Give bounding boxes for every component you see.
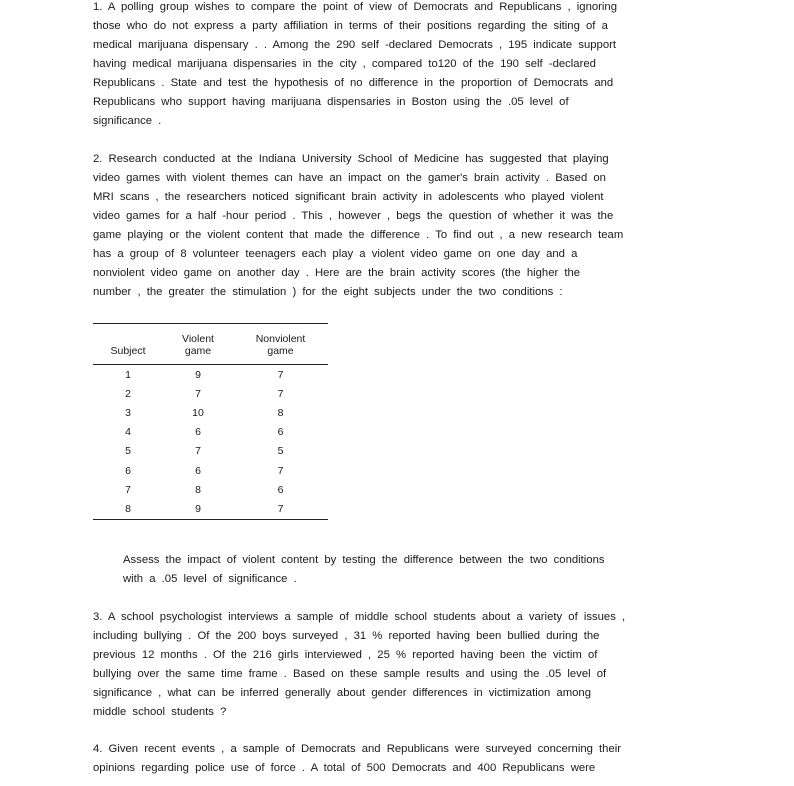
text-line: bullying over the same time frame . Based on these sample results and using the .05 level of (93, 668, 607, 680)
text-line: 2. Research conducted at the Indiana University School of Medicine has suggested that playing (93, 153, 609, 165)
text-line: opinions regarding police use of force . A total of 500 Democrats and 400 Republicans were (93, 762, 596, 774)
violent-cell: 8 (195, 483, 201, 496)
text-line: video games with violent themes can have an impact on the gamer's brain activity . Based on (93, 172, 606, 184)
violent-cell: 6 (195, 464, 201, 477)
assess-instruction (123, 551, 703, 589)
text-line: significance . (93, 115, 162, 127)
question-2 (93, 150, 696, 302)
nonviolent-cell: 6 (277, 483, 284, 496)
nonviolent-header-top: Nonviolent (233, 324, 328, 346)
subject-cell: 4 (125, 426, 131, 439)
subject-cell: 2 (125, 387, 131, 400)
nonviolent-cell: 6 (277, 426, 284, 439)
subject-cell: 7 (125, 483, 131, 496)
text-line: those who do not express a party affiliation in terms of their positions regarding the siting of a (93, 20, 608, 32)
text-line: significance , what can be inferred generally about gender differences in victimization among (93, 687, 591, 699)
text-line: video games for a half -hour period . This , however , begs the question of whether it was the (93, 210, 614, 222)
text-line: game playing or the violent content that made the difference . To find out , a new research team (93, 229, 624, 241)
question-3 (93, 608, 696, 722)
text-line: MRI scans , the researchers noticed significant brain activity in adolescents who played violent (93, 191, 604, 203)
violent-header-bottom: game (163, 345, 233, 365)
question-1 (93, 0, 696, 131)
violent-cell: 7 (195, 445, 201, 458)
subject-cell: 1 (125, 368, 131, 381)
table-body (93, 365, 328, 520)
text-line: has a group of 8 volunteer teenagers each play a violent video game on one day and a (93, 248, 578, 260)
subject-cell: 3 (125, 406, 131, 419)
text-line: with a .05 level of significance . (123, 573, 297, 585)
text-line: medical marijuana dispensary . . Among the 290 self -declared Democrats , 195 indicate support (93, 39, 617, 51)
text-line: having medical marijuana dispensaries in the city , compared to120 of the 190 self -declared (93, 58, 596, 70)
text-line: 4. Given recent events , a sample of Democrats and Republicans were surveyed concerning their (93, 743, 622, 755)
nonviolent-cell: 7 (277, 464, 284, 477)
subject-header-spacer (93, 324, 163, 346)
subject-cell: 8 (93, 499, 163, 519)
subject-cell: 5 (125, 445, 131, 458)
question-4 (93, 740, 696, 778)
table-row (93, 499, 328, 519)
violent-cell: 6 (195, 426, 201, 439)
table-row (93, 365, 328, 385)
violent-cell: 9 (163, 499, 233, 519)
violent-cell: 7 (195, 387, 201, 400)
nonviolent-header-bottom: game (233, 345, 328, 365)
text-line: previous 12 months . Of the 216 girls interviewed , 25 % reported having been the victim of (93, 649, 598, 661)
text-line: middle school students ? (93, 706, 227, 718)
nonviolent-cell: 8 (277, 406, 284, 419)
nonviolent-cell: 7 (277, 368, 284, 381)
nonviolent-cell: 7 (277, 387, 284, 400)
table-row (93, 403, 328, 422)
text-line: including bullying . Of the 200 boys surveyed , 31 % reported having been bullied during the (93, 630, 600, 642)
subject-cell: 6 (125, 464, 131, 477)
table-row (93, 423, 328, 442)
table-row (93, 480, 328, 499)
text-line: 1. A polling group wishes to compare the point of view of Democrats and Republicans , ignoring (93, 1, 617, 13)
nonviolent-cell: 5 (277, 445, 284, 458)
brain-activity-table (93, 323, 328, 520)
nonviolent-cell: 7 (233, 499, 328, 519)
table-row (93, 442, 328, 461)
text-line: Assess the impact of violent content by testing the difference between the two conditions (123, 554, 605, 566)
text-line: 3. A school psychologist interviews a sample of middle school students about a variety of issues , (93, 611, 626, 623)
subject-header: Subject (93, 345, 163, 365)
text-line: Republicans who support having marijuana dispensaries in Boston using the .05 level of (93, 96, 569, 108)
table-row (93, 461, 328, 480)
text-line: number , the greater the stimulation ) for the eight subjects under the two conditions : (93, 286, 563, 298)
violent-cell: 10 (192, 406, 204, 419)
violent-cell: 9 (195, 368, 201, 381)
violent-header-top: Violent (163, 324, 233, 346)
table-row (93, 384, 328, 403)
text-line: Republicans . State and test the hypothesis of no difference in the proportion of Democrats and (93, 77, 614, 89)
text-line: nonviolent video game on another day . Here are the brain activity scores (the higher the (93, 267, 581, 279)
